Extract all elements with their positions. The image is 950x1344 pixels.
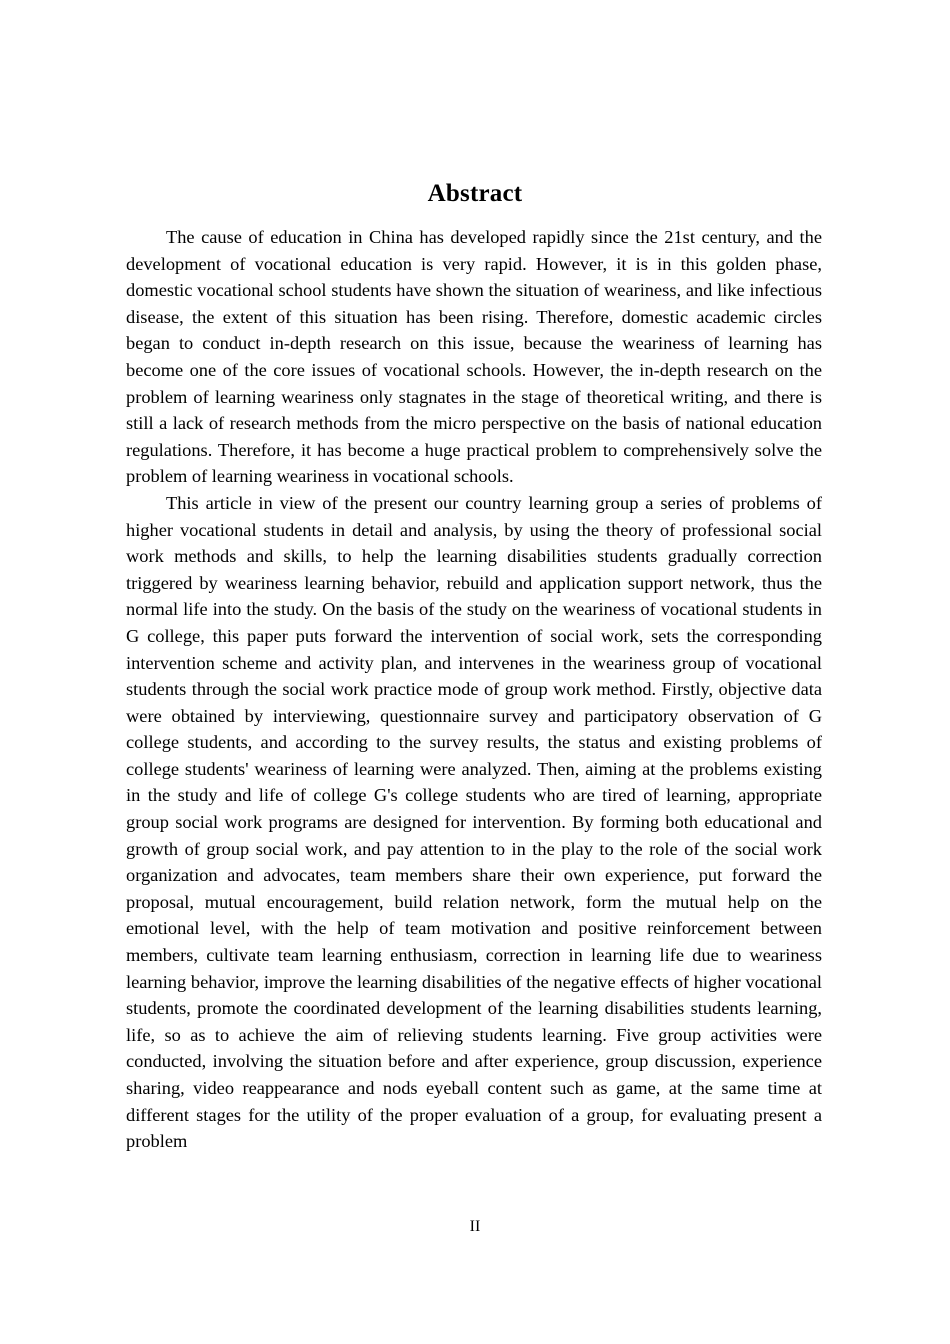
paragraph-1: The cause of education in China has developed rapidly since the 21st century, and the development of vocational education is very rapid. However, it is in this golden phase, domestic vocational school students have shown the situation of weariness, and like infectious disease, the extent of this situation has been rising. Therefore, domestic academic circles began to conduct in-depth research on this issue, because the weariness of learning has become one of the core issues of vocational schools. However, the in-depth research on the problem of learning weariness only stagnates in the stage of theoretical writing, and there is still a lack of research methods from the micro perspective on the basis of national education regulations. Therefore, it has become a huge practical problem to comprehensively solve the problem of learning weariness in vocational schools.	[126, 227, 822, 487]
paragraph-2: This article in view of the present our country learning group a series of problems of higher vocational students in detail and analysis, by using the theory of professional social work methods and skills, to help the learning disabilities students gradually correction triggered by weariness learning behavior, rebuild and application support network, thus the normal life into the study. On the basis of the study on the weariness of vocational students in G college, this paper puts forward the intervention of social work, sets the corresponding intervention scheme and activity plan, and intervenes in the weariness group of vocational students through the social work practice mode of group work method. Firstly, objective data were obtained by interviewing, questionnaire survey and participatory observation of G college students, and according to the survey results, the status and existing problems of college students' weariness of learning were analyzed. Then, aiming at the problems existing in the study and life of college G's college students who are tired of learning, appropriate group social work programs are designed for intervention. By forming both educational and growth of group social work, and pay attention to in the play to the role of the social work organization and advocates, team members share their own experience, put forward the proposal, mutual encouragement, build relation network, form the mutual help on the emotional level, with the help of team motivation and positive reinforcement between members, cultivate team learning enthusiasm, correction in learning life due to weariness learning behavior, improve the learning disabilities of the negative effects of higher vocational students, promote the coordinated development of the learning disabilities students learning, life, so as to achieve the aim of relieving students learning. Five group activities were conducted, involving the situation before and after experience, group discussion, experience sharing, video reappearance and nods eyeball content such as game, at the same time at different stages for the utility of the proper evaluation of a group, for evaluating present a problem	[126, 492, 822, 1152]
page-title: Abstract	[427, 179, 523, 207]
page-number: II	[469, 1218, 481, 1235]
abstract-body	[126, 224, 822, 1155]
